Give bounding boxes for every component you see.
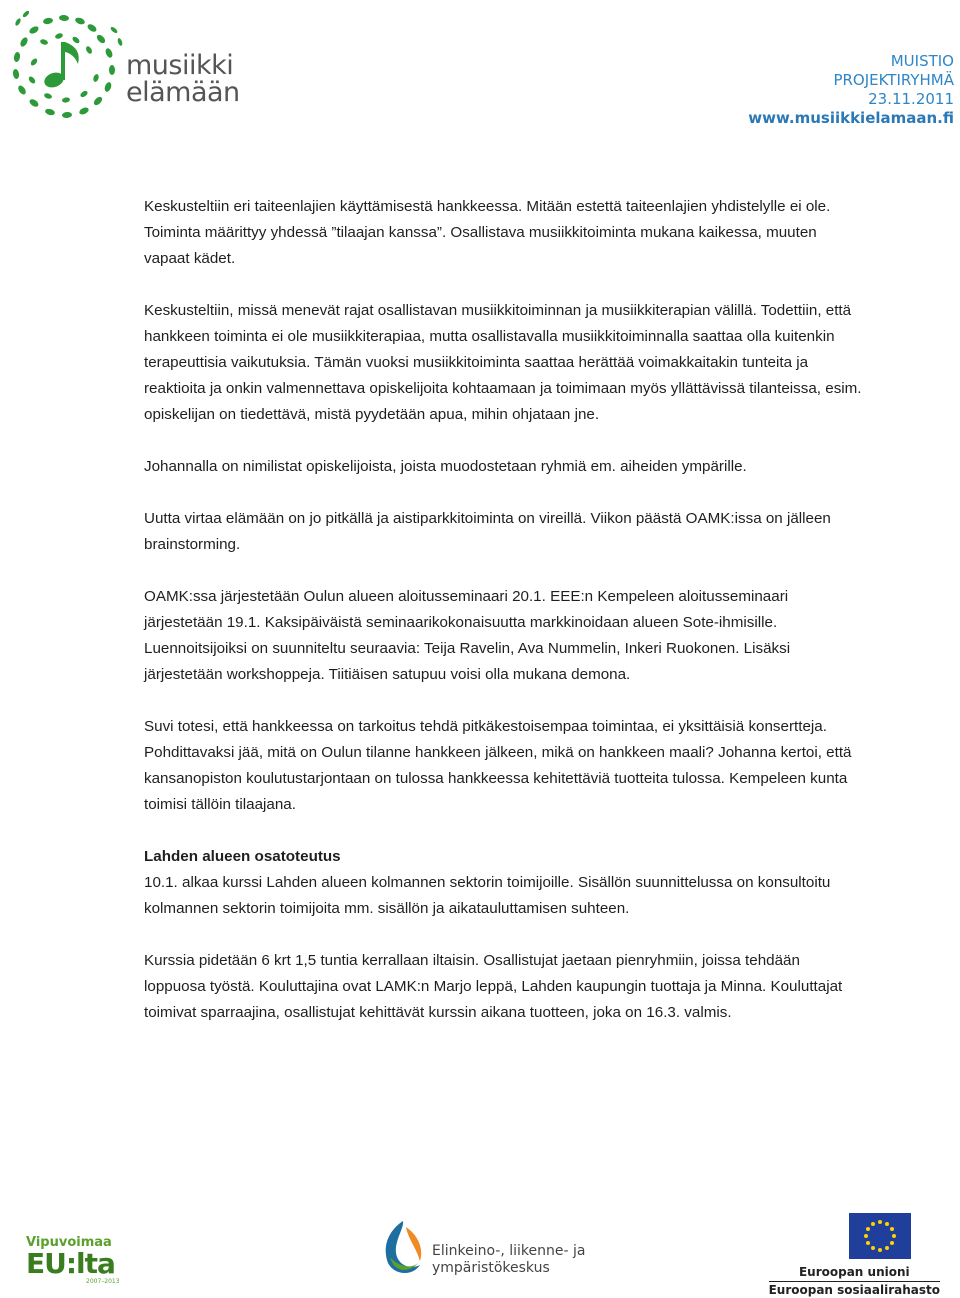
musiikki-elamaan-logo: [4, 2, 244, 132]
doc-type: MUISTIO: [890, 52, 954, 70]
vipuvoimaa-line-1: Vipuvoimaa: [26, 1235, 112, 1250]
paragraph: Suvi totesi, että hankkeessa on tarkoitus tehdä pitkäkestoisempaa toimintaa, ei yksittäisiä konsertteja. Pohdittavaksi jää, mitä on Oulun tilanne hankkeen jälkeen, mikä on hankkeen maali? Johanna kertoi, että kansanopiston koulutustarjontaan on tulossa hankkeessa kehitettäviä tuotteita tulossa. Kempeleen kunta toimisi tällöin tilaajana.: [144, 718, 852, 813]
paragraph: OAMK:ssa järjestetään Oulun alueen aloitusseminaari 20.1. EEE:n Kempeleen aloitusseminaari järjestetään 19.1. Kaksipäiväistä seminaarikokonaisuutta markkinoidaan alueen Sote-ihmisille. Luennoitsijoiksi on suunniteltu seuraavia: Teija Ravelin, Ava Nummelin, Inkeri Ruokonen. Lisäksi järjestetään workshoppeja. Tiitiäisen satupuu voisi olla mukana demona.: [144, 588, 791, 683]
ely-keskus-emblem-icon: [378, 1217, 428, 1279]
section-block: [144, 844, 864, 922]
vipuvoimaa-logo: [26, 1235, 120, 1286]
vipuvoimaa-line-2: EU:lta: [26, 1247, 115, 1280]
music-note-leaf-icon: [4, 2, 129, 132]
paragraph: Keskusteltiin, missä menevät rajat osallistavan musiikkitoiminnan ja musiikkiterapian välillä. Todettiin, että hankkeen toiminta ei ole musiikkiterapiaa, mutta osallistavalla musiikkitoiminnalla saattaa olla kuitenkin terapeuttisia vaikutuksia. Tämän vuoksi musiikkitoiminta saattaa herättää voimakkaitakin tunteita ja reaktioita ja onkin valmennettava opiskelijoita kohtaamaan ja toimimaan myös yllättävissä tilanteissa, esim. opiskelijan on tiedettävä, mistä pyydetään apua, mihin ohjataan jne.: [144, 302, 862, 423]
vipuvoimaa-years: 2007–2013: [86, 1278, 120, 1285]
ely-line-2: ympäristökeskus: [432, 1260, 550, 1276]
memo-body: [144, 194, 864, 1052]
ely-line-1: Elinkeino-, liikenne- ja: [432, 1243, 586, 1259]
section-heading: Lahden alueen osatoteutus: [144, 848, 341, 865]
ely-keskus-text: [432, 1243, 585, 1277]
doc-group: PROJEKTIRYHMÄ: [833, 71, 954, 89]
paragraph: Johannalla on nimilistat opiskelijoista, joista muodostetaan ryhmiä em. aiheiden ympärille.: [144, 458, 747, 475]
paragraph: Kurssia pidetään 6 krt 1,5 tuntia kerrallaan iltaisin. Osallistujat jaetaan pienryhmiin, joissa tehdään loppuosa työstä. Kouluttajina ovat LAMK:n Marjo leppä, Lahden kaupungin tuottaja ja Minna. Kouluttajat toimivat sparraajina, osallistujat kehittävät kurssin aikana tuotteen, joka on 16.3. valmis.: [144, 952, 843, 1021]
logo-wordmark: [126, 52, 240, 106]
document-meta: [748, 52, 954, 128]
eu-text: [769, 1265, 940, 1298]
doc-date: 23.11.2011: [868, 90, 954, 108]
footer-logos: [0, 1205, 960, 1297]
website-link[interactable]: www.musiikkielamaan.fi: [748, 109, 954, 127]
paragraph: Keskusteltiin eri taiteenlajien käyttämisestä hankkeessa. Mitään estettä taiteenlajien yhdistelylle ei ole. Toiminta määrittyy yhdessä ”tilaajan kanssa”. Osallistava musiikkitoiminta mukana kaikessa, muuten vapaat kädet.: [144, 198, 831, 267]
logo-line-1: musiikki: [126, 50, 234, 81]
paragraph: Uutta virtaa elämään on jo pitkällä ja aistiparkkitoiminta on vireillä. Viikon päästä OAMK:issa on jälleen brainstorming.: [144, 510, 831, 553]
paragraph: 10.1. alkaa kurssi Lahden alueen kolmannen sektorin toimijoille. Sisällön suunnittelussa on konsultoitu kolmannen sektorin toimijoita mm. sisällön ja aikatauluttamisen suhteen.: [144, 874, 831, 917]
eu-line-1: Euroopan unioni: [798, 1265, 910, 1279]
eu-flag-icon: [849, 1213, 911, 1259]
logo-line-2: elämään: [126, 77, 240, 108]
eu-line-2: Euroopan sosiaalirahasto: [768, 1283, 940, 1297]
